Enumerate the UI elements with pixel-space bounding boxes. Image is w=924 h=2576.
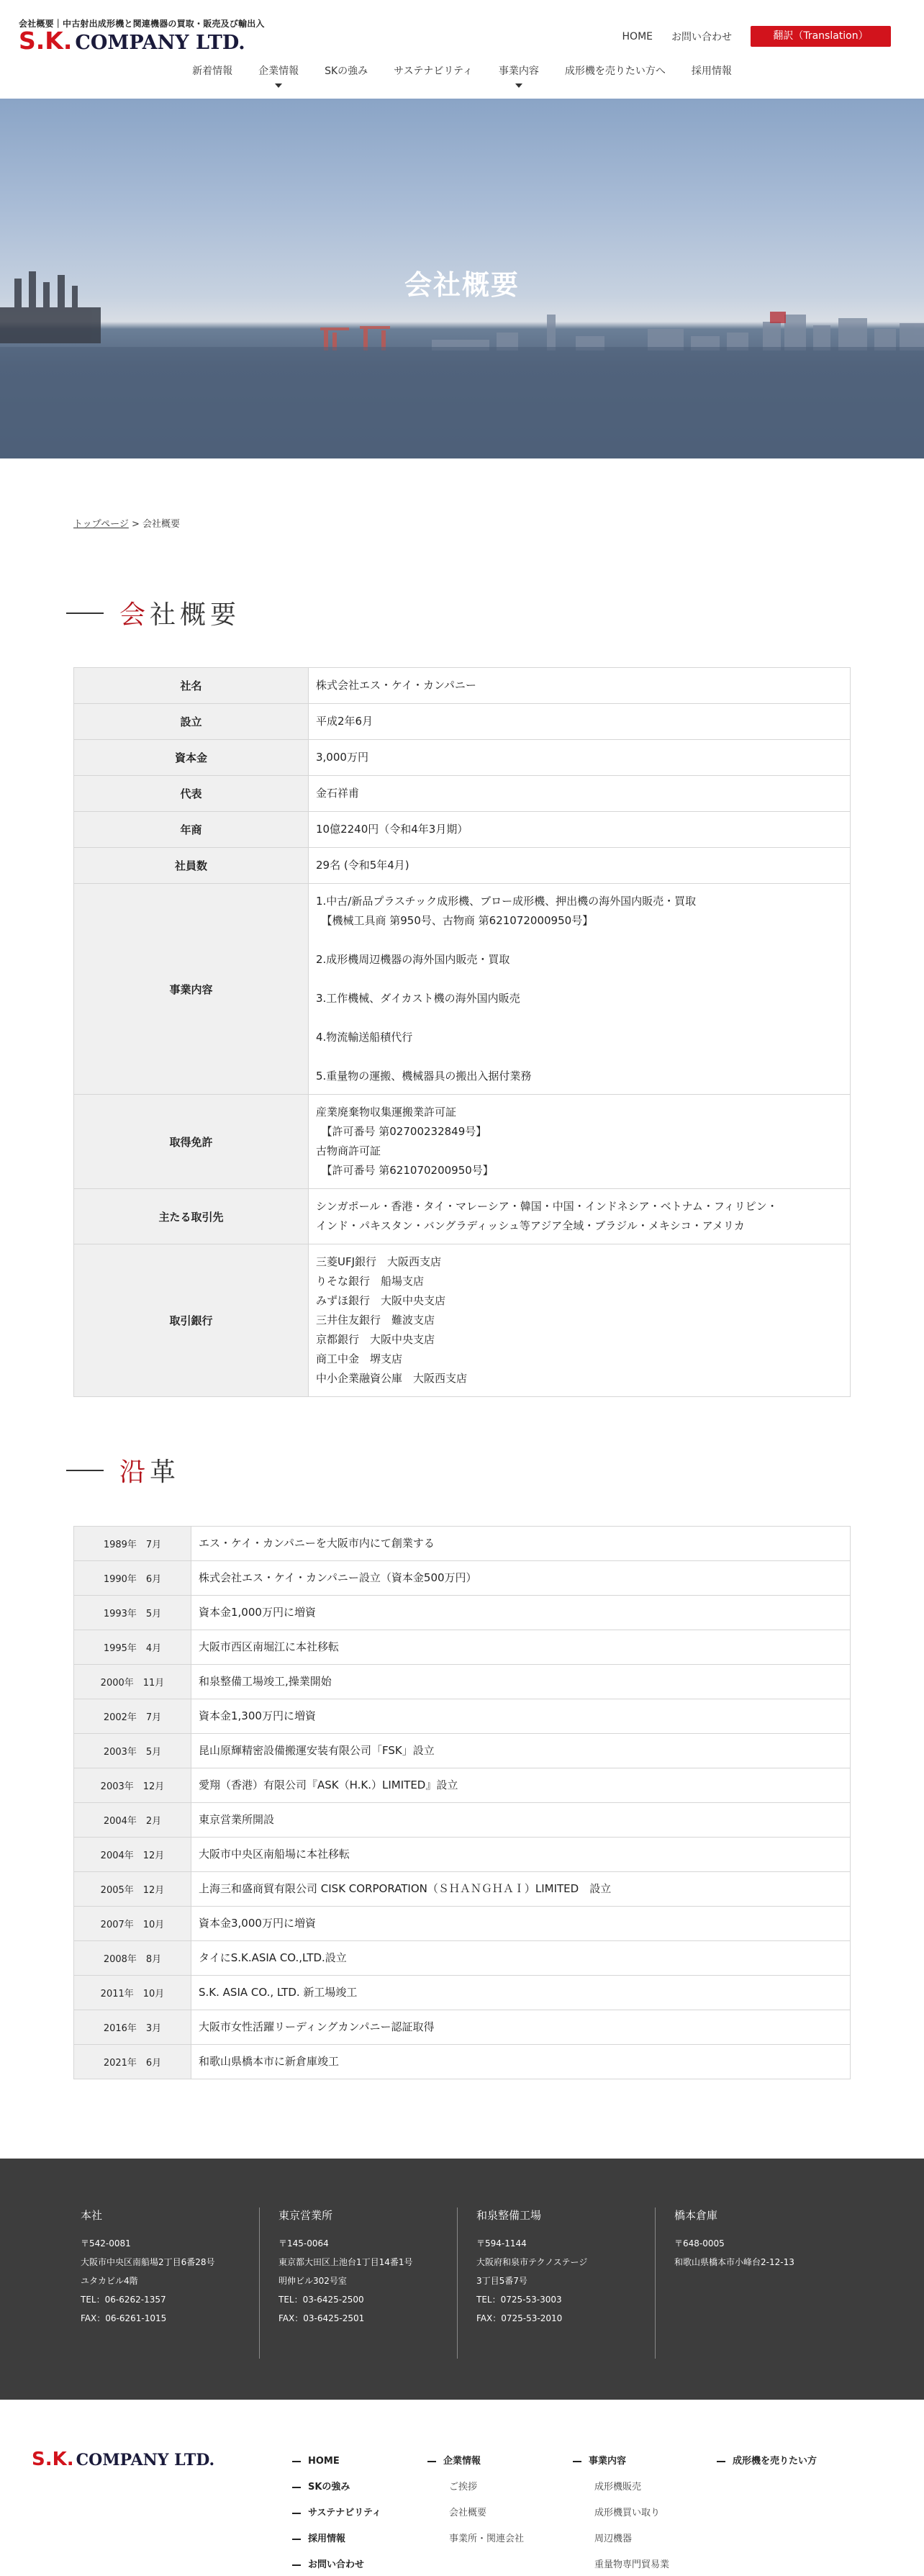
history-row [74, 2045, 851, 2079]
history-event: 株式会社エス・ケイ・カンパニー設立（資本金500万円） [191, 1561, 851, 1596]
office-block [655, 2207, 853, 2359]
history-row [74, 1941, 851, 1976]
overview-value-line [316, 931, 843, 950]
history-date: 2004年 12月 [74, 1838, 191, 1872]
footer-logo-sk: S.K. [32, 2449, 74, 2470]
footer-nav-sublink[interactable]: ご挨拶 [449, 2482, 478, 2493]
office-block [457, 2207, 655, 2359]
office-block [61, 2207, 259, 2359]
breadcrumb-home-link[interactable]: トップページ [73, 519, 129, 530]
footer-nav-sublink[interactable]: 会社概要 [449, 2508, 487, 2518]
history-event: 大阪市女性活躍リーディングカンパニー認証取得 [191, 2010, 851, 2045]
history-row [74, 1630, 851, 1665]
footer-col-1 [292, 2449, 381, 2576]
chevron-down-icon [515, 83, 522, 88]
footer-col-3 [573, 2449, 669, 2576]
overview-row [74, 776, 851, 812]
logo-sk: S.K. [19, 27, 73, 55]
footer-nav-sublink[interactable]: 周辺機器 [594, 2534, 633, 2544]
history-event: 愛翔（香港）有限公司『ASK（H.K.）LIMITED』設立 [191, 1768, 851, 1803]
office-line: TEL：0725-53-3003 [476, 2295, 562, 2305]
nav-news[interactable] [192, 63, 232, 88]
footer-nav-link[interactable]: 企業情報 [427, 2449, 524, 2475]
office-line: 〒145-0064 [278, 2238, 329, 2249]
site-logo[interactable] [19, 29, 245, 53]
overview-value-line: 1.中古/新品プラスチック成形機、ブロー成形機、押出機の海外国内販売・買取 [316, 895, 697, 908]
overview-value [309, 1189, 851, 1244]
overview-value-line [316, 970, 843, 989]
office-line: FAX：0725-53-2010 [476, 2313, 563, 2323]
overview-value-line: みずほ銀行 大阪中央支店 [316, 1294, 446, 1307]
history-date: 1989年 7月 [74, 1527, 191, 1561]
footer-nav-link[interactable]: SKの強み [292, 2475, 381, 2500]
overview-value-line: 株式会社エス・ケイ・カンパニー [316, 679, 476, 692]
overview-value-line: 【許可番号 第621070200950号】 [316, 1164, 494, 1177]
overview-label: 社名 [74, 668, 309, 704]
overview-value-line: 29名 (令和5年4月) [316, 859, 409, 872]
overview-value-line: 金石祥甫 [316, 787, 360, 800]
nav-strengths[interactable] [325, 63, 368, 88]
history-row [74, 1907, 851, 1941]
office-block [259, 2207, 457, 2359]
overview-row [74, 812, 851, 848]
overview-value [309, 704, 851, 740]
overview-value-line: シンガポール・香港・タイ・マレーシア・韓国・中国・インドネシア・ベトナム・フィリピン・ [316, 1200, 778, 1213]
nav-business[interactable] [499, 63, 539, 88]
footer-nav-sublink[interactable]: 成形機販売 [594, 2482, 642, 2493]
overview-label: 事業内容 [74, 884, 309, 1095]
main-nav [0, 63, 924, 88]
history-event: タイにS.K.ASIA CO.,LTD.設立 [191, 1941, 851, 1976]
history-row [74, 1872, 851, 1907]
overview-value-line: 産業廃棄物収集運搬業許可証 [316, 1106, 457, 1118]
office-name: 和泉整備工場 [476, 2209, 542, 2222]
history-event: 資本金1,300万円に増資 [191, 1699, 851, 1734]
overview-row [74, 884, 851, 1095]
nav-recruit-label: 採用情報 [691, 65, 732, 77]
office-line: 東京都大田区上池台1丁目14番1号 [278, 2257, 413, 2267]
nav-sustainability[interactable] [394, 63, 473, 88]
history-date: 2021年 6月 [74, 2045, 191, 2079]
history-row [74, 1768, 851, 1803]
overview-value-line: 【許可番号 第02700232849号】 [316, 1125, 487, 1138]
office-line: TEL：03-6425-2500 [278, 2295, 364, 2305]
history-event: 昆山原輝精密設備搬運安装有限公司「FSK」設立 [191, 1734, 851, 1768]
nav-company-label: 企業情報 [258, 65, 299, 77]
overview-heading-rest: 社概要 [150, 600, 241, 630]
overview-value-line: 10億2240円（令和4年3月期） [316, 823, 468, 836]
footer-nav-link[interactable]: 採用情報 [292, 2526, 381, 2552]
overview-value-line: 3,000万円 [316, 751, 368, 764]
history-event: 和歌山県橋本市に新倉庫竣工 [191, 2045, 851, 2079]
history-row [74, 2010, 851, 2045]
overview-value-line: 三菱UFJ銀行 大阪西支店 [316, 1255, 442, 1268]
overview-value [309, 668, 851, 704]
nav-business-label: 事業内容 [498, 65, 539, 77]
overview-value-line: 4.物流輸送船積代行 [316, 1031, 413, 1044]
history-date: 2007年 10月 [74, 1907, 191, 1941]
nav-news-label: 新着情報 [192, 65, 233, 77]
footer-nav-link[interactable]: HOME [292, 2449, 381, 2475]
history-row [74, 1734, 851, 1768]
nav-sell[interactable] [565, 63, 666, 88]
office-name: 橋本倉庫 [674, 2209, 718, 2222]
history-row [74, 1561, 851, 1596]
overview-label: 取得免許 [74, 1095, 309, 1189]
office-name: 東京営業所 [278, 2209, 333, 2222]
footer-logo-company: COMPANY LTD. [76, 2451, 215, 2469]
overview-value-line: 三井住友銀行 難波支店 [316, 1314, 435, 1327]
history-event: 和泉整備工場竣工,操業開始 [191, 1665, 851, 1699]
overview-value [309, 776, 851, 812]
footer-nav-link[interactable]: お問い合わせ [292, 2552, 381, 2576]
history-event: S.K. ASIA CO., LTD. 新工場竣工 [191, 1976, 851, 2010]
footer-nav-link[interactable]: 事業内容 [573, 2449, 669, 2475]
history-event: 大阪市西区南堀江に本社移転 [191, 1630, 851, 1665]
overview-label: 主たる取引先 [74, 1189, 309, 1244]
top-links [622, 26, 891, 47]
overview-value-line: 商工中金 堺支店 [316, 1352, 403, 1365]
office-line: 和歌山県橋本市小峰台2-12-13 [674, 2257, 794, 2267]
history-date: 1993年 5月 [74, 1596, 191, 1630]
logo-company: COMPANY LTD. [75, 32, 245, 54]
history-heading-first: 沿 [119, 1458, 150, 1487]
overview-label: 社員数 [74, 848, 309, 884]
site-footer-nav [0, 2400, 924, 2576]
overview-value-line: 2.成形機周辺機器の海外国内販売・買取 [316, 953, 510, 966]
history-row [74, 1527, 851, 1561]
overview-value [309, 1095, 851, 1189]
site-tagline: 会社概要｜中古射出成形機と関連機器の買取・販売及び輸出入 [19, 19, 265, 29]
contact-link[interactable]: お問い合わせ [671, 31, 732, 43]
history-row [74, 1838, 851, 1872]
footer-nav-link[interactable]: サステナビリティ [292, 2500, 381, 2526]
overview-row [74, 668, 851, 704]
history-event: 資本金1,000万円に増資 [191, 1596, 851, 1630]
breadcrumb-separator: > [131, 519, 140, 530]
overview-value-line: 5.重量物の運搬、機械器具の搬出入据付業務 [316, 1070, 532, 1083]
footer-nav-sublink[interactable]: 事業所・関連会社 [449, 2534, 525, 2544]
overview-value-line: 京都銀行 大阪中央支店 [316, 1333, 435, 1346]
overview-label: 年商 [74, 812, 309, 848]
footer-logo[interactable] [32, 2450, 214, 2469]
nav-strengths-label: SKの強み [325, 65, 368, 77]
offices-footer [0, 2159, 924, 2400]
overview-label: 取引銀行 [74, 1244, 309, 1397]
history-row [74, 1699, 851, 1734]
office-line: 大阪府和泉市テクノステージ [476, 2257, 588, 2267]
history-event: 東京営業所開設 [191, 1803, 851, 1838]
heading-line [66, 613, 104, 614]
overview-row [74, 704, 851, 740]
history-date: 2011年 10月 [74, 1976, 191, 2010]
office-line: ユタカビル4階 [81, 2276, 138, 2286]
history-heading [66, 1452, 924, 1488]
home-link[interactable]: HOME [622, 30, 653, 42]
history-date: 1990年 6月 [74, 1561, 191, 1596]
nav-recruit[interactable] [692, 63, 732, 88]
history-date: 2004年 2月 [74, 1803, 191, 1838]
footer-nav-sublink[interactable]: 成形機買い取り [594, 2508, 661, 2518]
footer-nav-sublink[interactable]: 重量物専門貿易業 [594, 2559, 670, 2570]
overview-value-line: りそな銀行 船場支店 [316, 1275, 425, 1288]
nav-company[interactable] [258, 63, 299, 88]
office-line: 〒594-1144 [476, 2238, 527, 2249]
overview-label: 資本金 [74, 740, 309, 776]
nav-sell-label: 成形機を売りたい方へ [564, 65, 666, 77]
breadcrumb-current: 会社概要 [142, 519, 181, 530]
overview-row [74, 1095, 851, 1189]
history-date: 2002年 7月 [74, 1699, 191, 1734]
history-date: 2000年 11月 [74, 1665, 191, 1699]
office-line: 〒542-0081 [81, 2238, 131, 2249]
history-date: 1995年 4月 [74, 1630, 191, 1665]
office-line: FAX：06-6261-1015 [81, 2313, 167, 2323]
office-line: 大阪市中央区南船場2丁目6番28号 [81, 2257, 215, 2267]
overview-label: 代表 [74, 776, 309, 812]
overview-heading [66, 595, 924, 631]
overview-row [74, 1244, 851, 1397]
overview-value-line: 【機械工具商 第950号、古物商 第621072000950号】 [316, 914, 594, 927]
history-event: エス・ケイ・カンパニーを大阪市内にて創業する [191, 1527, 851, 1561]
hero-banner [0, 99, 924, 458]
overview-value [309, 848, 851, 884]
overview-row [74, 740, 851, 776]
office-line: 〒648-0005 [674, 2238, 725, 2249]
site-header [0, 0, 924, 99]
history-date: 2003年 5月 [74, 1734, 191, 1768]
history-row [74, 1665, 851, 1699]
history-date: 2016年 3月 [74, 2010, 191, 2045]
office-line: TEL：06-6262-1357 [81, 2295, 166, 2305]
history-row [74, 1803, 851, 1838]
footer-col-4 [717, 2449, 817, 2475]
history-event: 資本金3,000万円に増資 [191, 1907, 851, 1941]
overview-value-line: 平成2年6月 [316, 715, 373, 728]
overview-value-line: 3.工作機械、ダイカスト機の海外国内販売 [316, 992, 520, 1005]
nav-sustainability-label: サステナビリティ [394, 65, 473, 77]
overview-row [74, 1189, 851, 1244]
translate-button[interactable]: 翻訳（Translation） [751, 26, 891, 47]
history-table [73, 1526, 851, 2079]
history-date: 2003年 12月 [74, 1768, 191, 1803]
chevron-down-icon [275, 83, 282, 88]
office-line: 明伸ビル302号室 [278, 2276, 347, 2286]
overview-heading-first: 会 [119, 600, 150, 630]
office-name: 本社 [81, 2209, 103, 2222]
overview-value-line: 古物商許可証 [316, 1144, 381, 1157]
overview-value [309, 812, 851, 848]
history-event: 上海三和盛商貿有限公司 CISK CORPORATION（ＳＨＡＮＧＨＡＩ）LIMITED 設立 [191, 1872, 851, 1907]
overview-table [73, 667, 851, 1397]
hero-title: 会社概要 [404, 269, 520, 301]
history-date: 2005年 12月 [74, 1872, 191, 1907]
overview-value [309, 740, 851, 776]
overview-value [309, 884, 851, 1095]
overview-value-line: 中小企業融資公庫 大阪西支店 [316, 1372, 468, 1385]
office-line: 3丁目5番7号 [476, 2276, 527, 2286]
history-heading-rest: 革 [150, 1458, 181, 1487]
overview-value [309, 1244, 851, 1397]
overview-value-line [316, 1008, 843, 1028]
overview-label: 設立 [74, 704, 309, 740]
footer-col-2 [427, 2449, 524, 2552]
history-row [74, 1976, 851, 2010]
history-date: 2008年 8月 [74, 1941, 191, 1976]
overview-value-line: インド・パキスタン・バングラディッシュ等アジア全域・ブラジル・メキシコ・アメリカ [316, 1219, 745, 1232]
overview-value-line [316, 1047, 843, 1067]
history-row [74, 1596, 851, 1630]
heading-line [66, 1470, 104, 1471]
footer-nav-link[interactable]: 成形機を売りたい方 [717, 2449, 817, 2475]
overview-row [74, 848, 851, 884]
history-event: 大阪市中央区南船場に本社移転 [191, 1838, 851, 1872]
breadcrumb [73, 516, 924, 530]
office-line: FAX：03-6425-2501 [278, 2313, 365, 2323]
